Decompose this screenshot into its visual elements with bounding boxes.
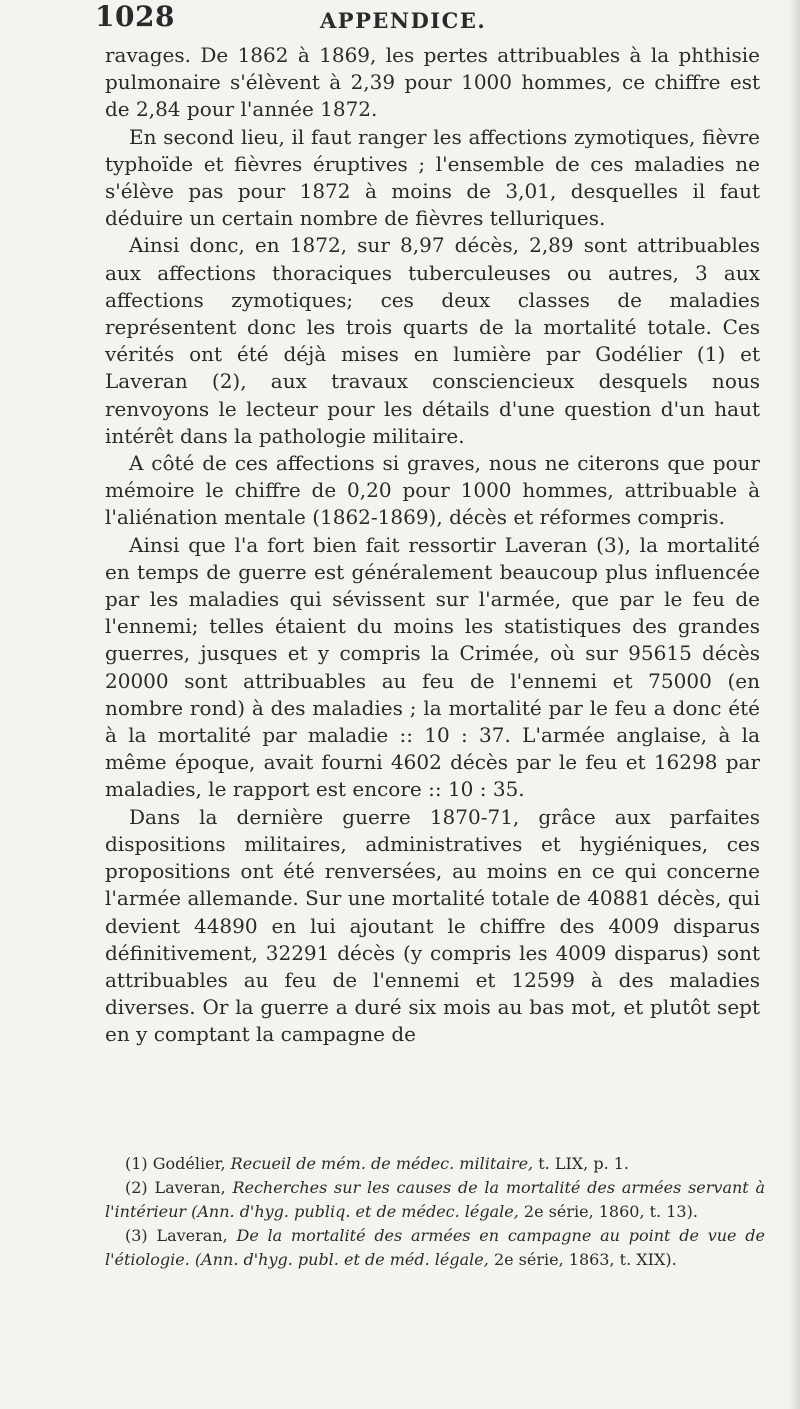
paragraph: Ainsi que l'a fort bien fait ressortir Laveran (3), la mortalité en temps de guerre est généralement beaucoup plus influencée par les maladies qui sévissent sur l'armée, que par le feu de l'ennemi; telles étaient du moins les statistiques des grandes guerres, jusques et y compris la Crimée, où sur 95615 décès 20000 sont attribuables au feu de l'ennemi et 75000 (en nombre rond) à des maladies ; la mortalité par le feu a donc été à la mortalité par maladie :: 10 : 37. L'armée anglaise, à la même époque, avait fourni 4602 décès par le feu et 16298 par maladies, le rapport est encore :: 10 : 35. [105,532,760,802]
page-edge [790,0,800,1409]
footnote-number: (2) [125,1178,148,1197]
footnote-author: Godélier, [152,1154,226,1173]
footnote-number: (3) [125,1226,148,1245]
footnote-title: Recueil de mém. de médec. militaire, [230,1154,534,1173]
footnote-rest: 2e série, 1863, t. XIX). [493,1250,677,1269]
footnote [105,1176,765,1224]
footnote-number: (1) [125,1154,148,1173]
running-head: APPENDICE. [320,8,487,33]
page-number: 1028 [95,0,175,33]
footnote [105,1152,765,1176]
footnote-author: Laveran, [156,1226,228,1245]
footnote-title: Recherches sur les causes de la mortalité des armées servant à l'intérieur (Ann. d'hyg. publiq. et de médec. légale, [105,1178,766,1221]
paragraph: Dans la dernière guerre 1870-71, grâce aux parfaites dispositions militaires, administratives et hygiéniques, ces propositions ont été renversées, au moins en ce qui concerne l'armée allemande. Sur une mortalité totale de 40881 décès, qui devient 44890 en lui ajoutant le chiffre des 4009 disparus définitivement, 32291 décès (y compris les 4009 disparus) sont attribuables au feu de l'ennemi et 12599 à des maladies diverses. Or la guerre a duré six mois au bas mot, et plutôt sept en y comptant la campagne de [105,804,760,1047]
footnote [105,1224,765,1272]
body-text [105,42,760,1049]
paragraph: Ainsi donc, en 1872, sur 8,97 décès, 2,89 sont attribuables aux affections thoraciques tuberculeuses ou autres, 3 aux affections zymotiques; ces deux classes de maladies représentent donc les trois quarts de la mortalité totale. Ces vérités ont été déjà mises en lumière par Godélier (1) et Laveran (2), aux travaux consciencieux desquels nous renvoyons le lecteur pour les détails d'une question d'un haut intérêt dans la pathologie militaire. [105,233,760,448]
paragraph: ravages. De 1862 à 1869, les pertes attribuables à la phthisie pulmonaire s'élèvent à 2,39 pour 1000 hommes, ce chiffre est de 2,84 pour l'année 1872. [105,43,760,122]
footnotes [105,1152,765,1272]
footnote-title: De la mortalité des armées en campagne au point de vue de l'étiologie. (Ann. d'hyg. publ. et de méd. légale, [105,1226,765,1269]
footnote-rest: 2e série, 1860, t. 13). [523,1202,698,1221]
paragraph: A côté de ces affections si graves, nous ne citerons que pour mémoire le chiffre de 0,20 pour 1000 hommes, attribuable à l'aliénation mentale (1862-1869), décès et réformes compris. [105,451,760,530]
page-header [95,0,745,44]
footnote-rest: t. LIX, p. 1. [538,1154,630,1173]
footnote-author: Laveran, [154,1178,226,1197]
paragraph: En second lieu, il faut ranger les affections zymotiques, fièvre typhoïde et fièvres éruptives ; l'ensemble de ces maladies ne s'élève pas pour 1872 à moins de 3,01, desquelles il faut déduire un certain nombre de fièvres telluriques. [105,124,760,231]
